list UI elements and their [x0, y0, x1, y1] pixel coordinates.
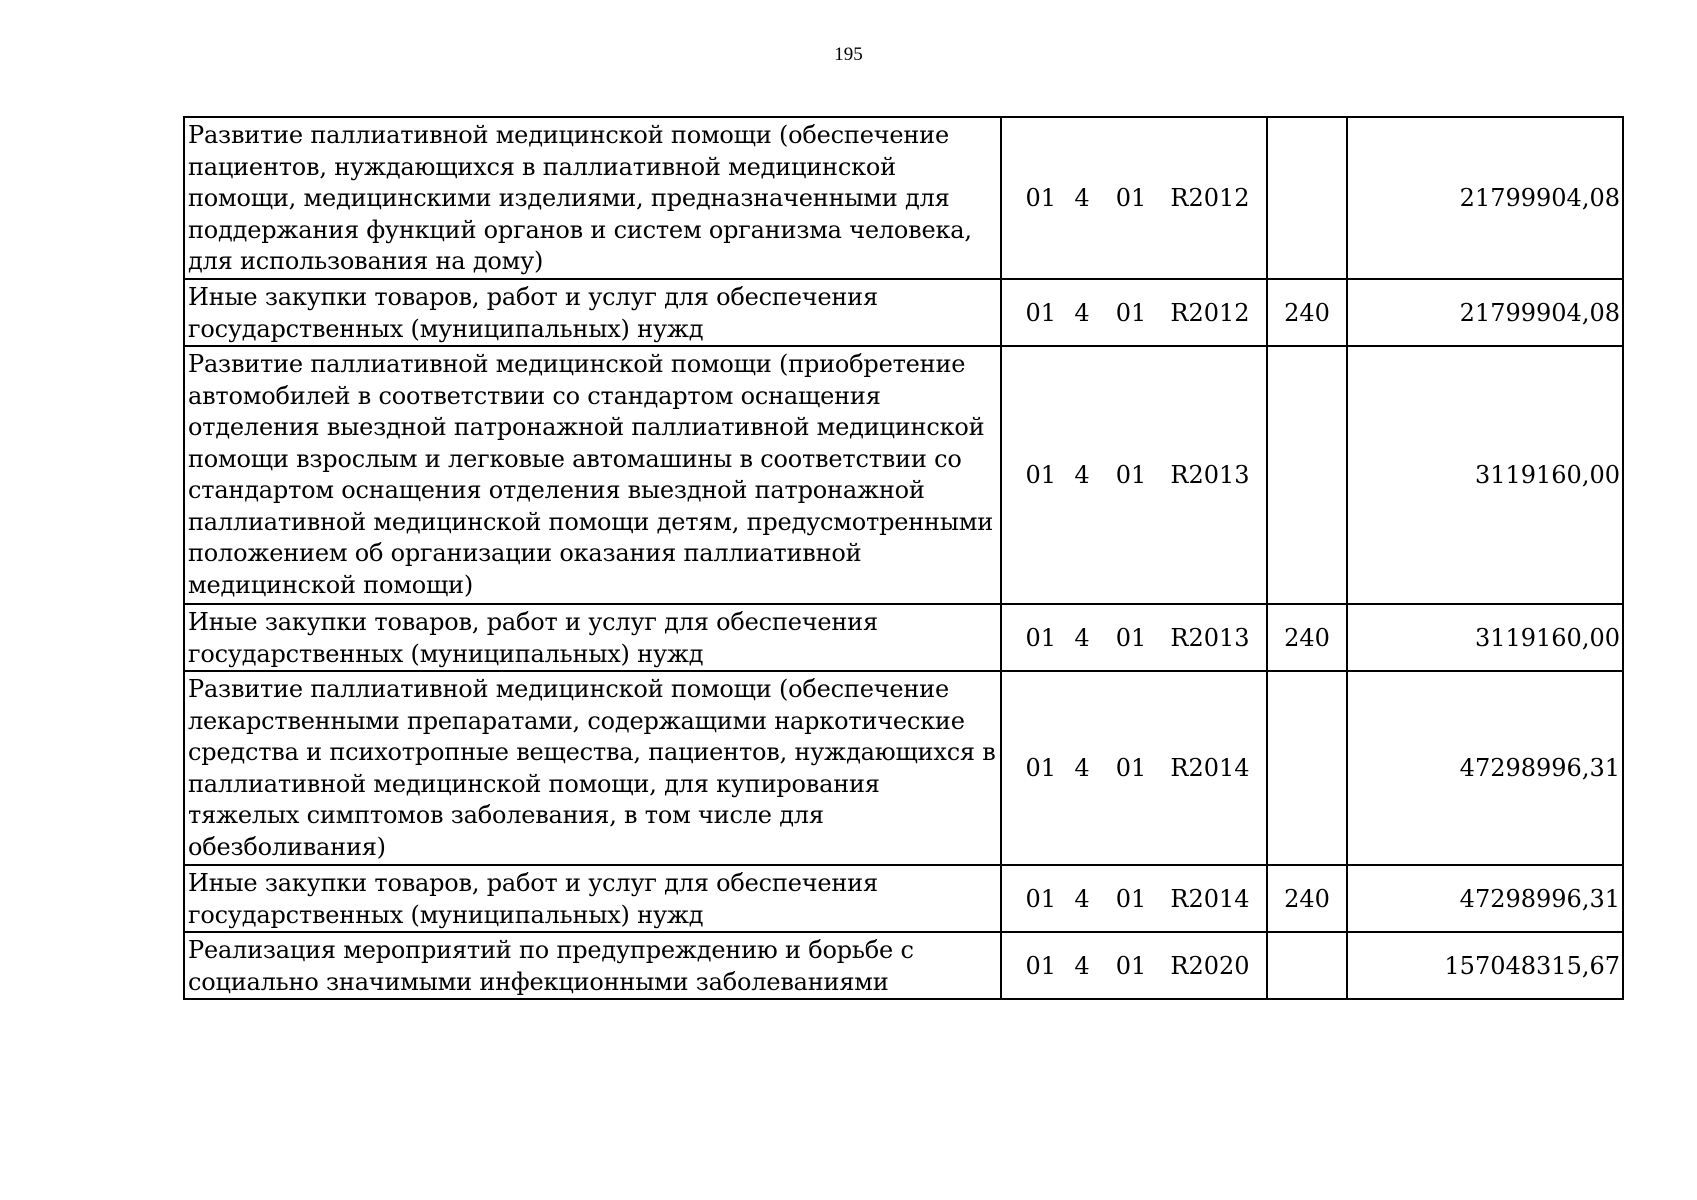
table-row: [184, 346, 1623, 604]
code-subprogram: 4: [1074, 298, 1090, 327]
row-amount: 21799904,08: [1347, 117, 1623, 279]
code-main-event: 01: [1115, 884, 1147, 913]
row-description: Развитие паллиативной медицинской помощи (обеспечение пациентов, нуждающихся в паллиативной медицинской помощи, медицинскими изделиями, предназначенными для поддержания функций органов и систем организма человека, для использования на дому): [184, 117, 1001, 279]
table-row: [184, 865, 1623, 932]
row-description: Реализация мероприятий по предупреждению и борьбе с социально значимыми инфекционными заболеваниями: [184, 932, 1001, 999]
code-direction: R2020: [1170, 951, 1250, 980]
row-description: Иные закупки товаров, работ и услуг для обеспечения государственных (муниципальных) нужд: [184, 604, 1001, 671]
code-subprogram: 4: [1074, 184, 1090, 212]
code-direction: R2012: [1170, 298, 1250, 327]
row-amount: 3119160,00: [1347, 346, 1623, 604]
code-main-event: 01: [1115, 184, 1147, 212]
row-target-code: [1001, 671, 1267, 865]
code-main-event: 01: [1115, 754, 1147, 782]
code-direction: R2013: [1170, 461, 1250, 489]
table-row: [184, 279, 1623, 346]
code-direction: R2013: [1170, 623, 1250, 652]
code-main-event: 01: [1115, 461, 1147, 489]
code-main-event: 01: [1115, 298, 1147, 327]
code-program: 01: [1025, 884, 1056, 913]
code-main-event: 01: [1115, 623, 1147, 652]
code-subprogram: 4: [1074, 951, 1090, 980]
code-program: 01: [1025, 951, 1056, 980]
row-target-code: [1001, 865, 1267, 932]
row-description: Развитие паллиативной медицинской помощи (приобретение автомобилей в соответствии со стандартом оснащения отделения выездной патронажной паллиативной медицинской помощи взрослым и легковые автомашины в соответствии со стандартом оснащения отделения выездной патронажной паллиативной медицинской помощи детям, предусмотренными положением об организации оказания паллиативной медицинской помощи): [184, 346, 1001, 604]
row-expense-type: [1267, 671, 1347, 865]
row-target-code: [1001, 604, 1267, 671]
row-amount: 21799904,08: [1347, 279, 1623, 346]
row-target-code: [1001, 346, 1267, 604]
row-expense-type: 240: [1267, 604, 1347, 671]
code-subprogram: 4: [1074, 623, 1090, 652]
row-target-code: [1001, 117, 1267, 279]
code-program: 01: [1025, 754, 1056, 782]
code-program: 01: [1025, 623, 1056, 652]
row-expense-type: [1267, 932, 1347, 999]
row-expense-type: [1267, 117, 1347, 279]
code-direction: R2014: [1170, 884, 1250, 913]
row-expense-type: 240: [1267, 279, 1347, 346]
table-row: [184, 932, 1623, 999]
budget-table: [183, 116, 1624, 1000]
code-direction: R2012: [1170, 184, 1250, 212]
row-target-code: [1001, 932, 1267, 999]
page-number: 195: [834, 44, 863, 65]
code-direction: R2014: [1170, 754, 1250, 782]
code-main-event: 01: [1115, 951, 1147, 980]
row-description: Иные закупки товаров, работ и услуг для обеспечения государственных (муниципальных) нужд: [184, 865, 1001, 932]
code-program: 01: [1025, 298, 1056, 327]
code-subprogram: 4: [1074, 754, 1090, 782]
row-amount: 157048315,67: [1347, 932, 1623, 999]
code-subprogram: 4: [1074, 884, 1090, 913]
row-amount: 3119160,00: [1347, 604, 1623, 671]
row-expense-type: [1267, 346, 1347, 604]
code-program: 01: [1025, 184, 1056, 212]
row-amount: 47298996,31: [1347, 865, 1623, 932]
row-description: Развитие паллиативной медицинской помощи (обеспечение лекарственными препаратами, содержащими наркотические средства и психотропные вещества, пациентов, нуждающихся в паллиативной медицинской помощи, для купирования тяжелых симптомов заболевания, в том числе для обезболивания): [184, 671, 1001, 865]
row-expense-type: 240: [1267, 865, 1347, 932]
code-subprogram: 4: [1074, 461, 1090, 489]
table-row: [184, 604, 1623, 671]
row-description: Иные закупки товаров, работ и услуг для обеспечения государственных (муниципальных) нужд: [184, 279, 1001, 346]
table-row: [184, 117, 1623, 279]
row-target-code: [1001, 279, 1267, 346]
table-row: [184, 671, 1623, 865]
code-program: 01: [1025, 461, 1056, 489]
row-amount: 47298996,31: [1347, 671, 1623, 865]
